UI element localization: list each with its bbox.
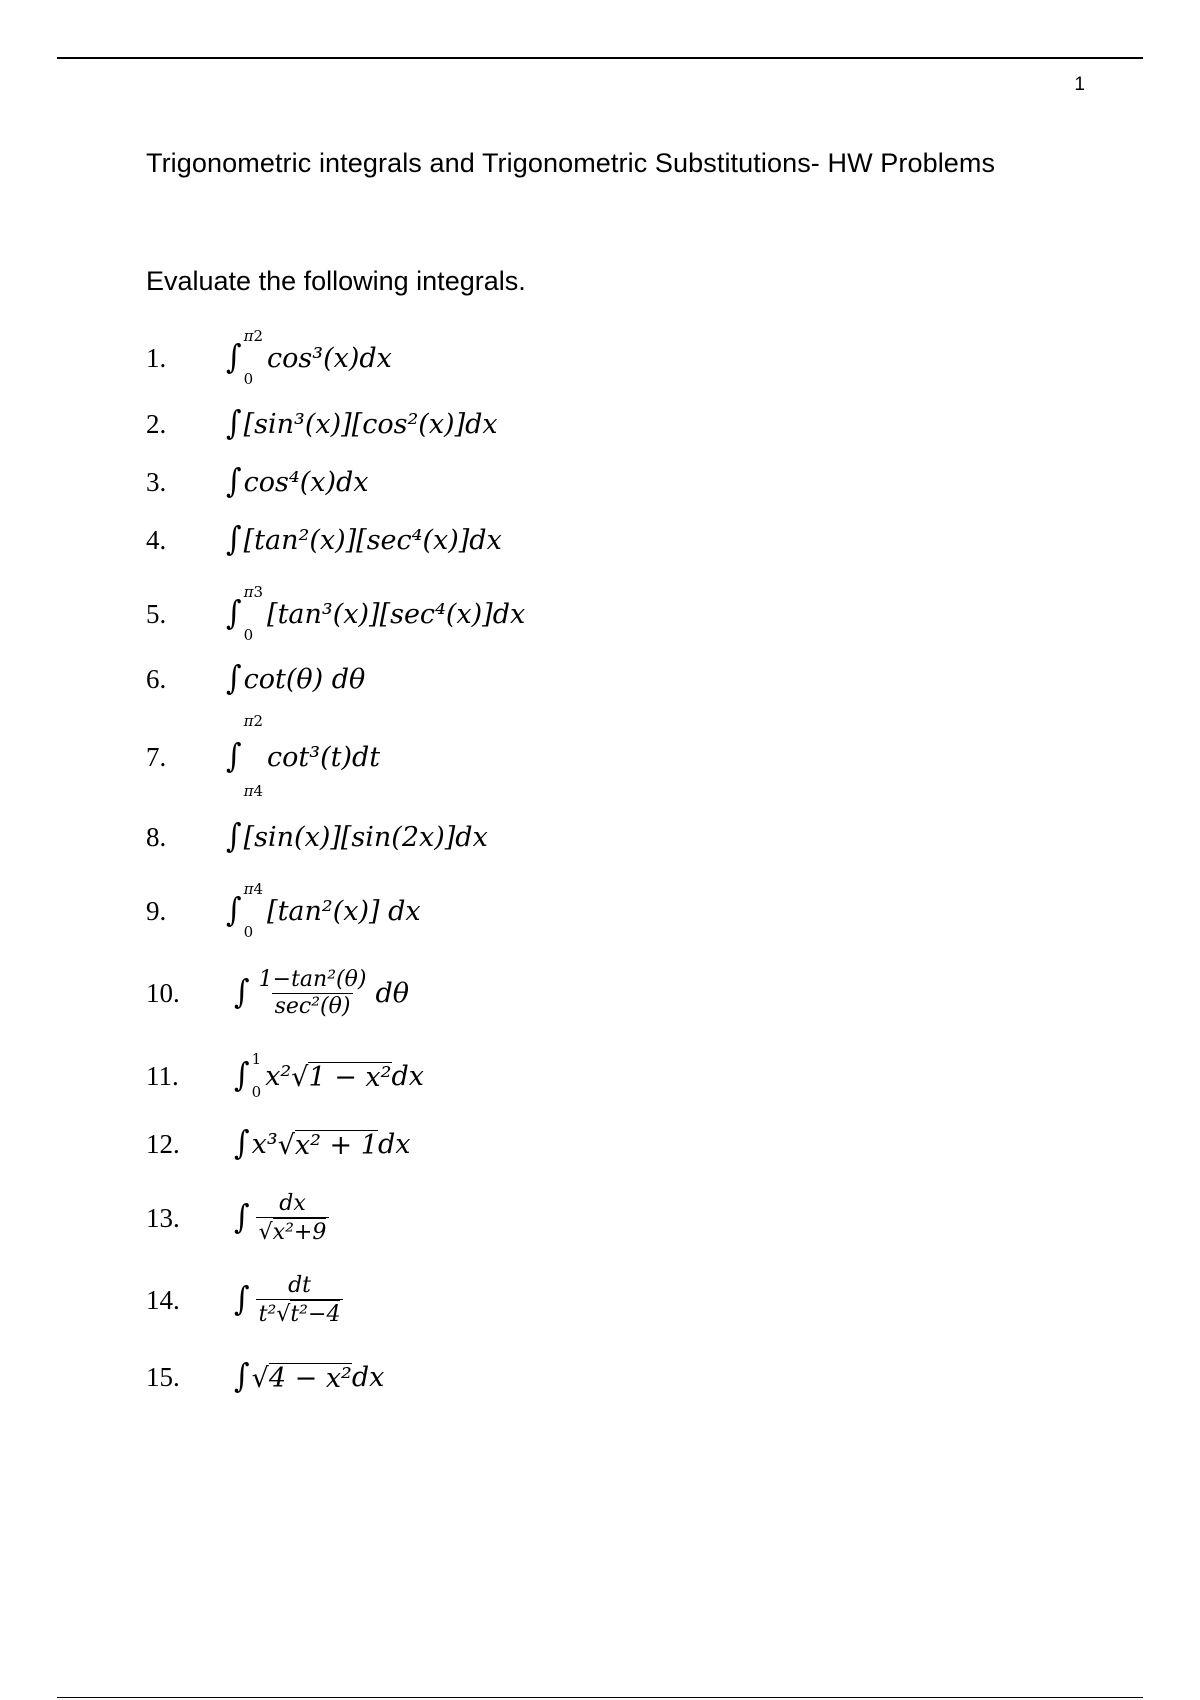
problem-number: 8.: [146, 821, 167, 852]
problem-expression: [226, 659, 366, 698]
integral-sign: ∫: [234, 1357, 250, 1396]
problem-1: [146, 327, 392, 388]
problem-number: 14.: [146, 1284, 180, 1315]
problem-expression: [226, 714, 380, 800]
header-rule: [57, 57, 1143, 59]
problem-11: [146, 1050, 425, 1101]
integral-sign: ∫: [234, 1280, 250, 1319]
numerator: dt: [288, 1273, 311, 1299]
integral-limits: π4 0: [243, 880, 264, 941]
problem-6: [146, 659, 365, 699]
problem-number: 6.: [146, 663, 167, 694]
problem-9: [146, 880, 421, 941]
integrand: [sin³(x)][cos²(x)]dx: [243, 408, 498, 440]
problem-13: [146, 1191, 335, 1245]
problem-number: 10.: [146, 977, 180, 1008]
numerator: dx: [279, 1191, 306, 1217]
problem-number: 2.: [146, 408, 167, 439]
integrand: cot³(t)dt: [267, 741, 381, 773]
problem-number: 3.: [146, 466, 167, 497]
problem-expression: [234, 967, 409, 1019]
problem-number: 7.: [146, 741, 167, 772]
integral-sign: ∫: [226, 462, 242, 501]
problem-8: [146, 817, 488, 857]
differential: dx: [377, 1128, 411, 1160]
square-root: √ 4 − x²: [251, 1362, 352, 1394]
problem-expression: [234, 1124, 411, 1163]
problem-expression: [226, 329, 392, 387]
integral-sign: ∫: [226, 520, 242, 559]
square-root: √ 1 − x²: [291, 1061, 392, 1093]
problem-number: 5.: [146, 598, 167, 629]
problem-expression: [234, 1191, 335, 1245]
integral-sign: ∫: [226, 891, 242, 930]
integrand: [tan³(x)][sec⁴(x)]dx: [267, 598, 526, 630]
problem-expression: [226, 404, 498, 443]
denominator: √ x²+9: [256, 1217, 330, 1245]
integrand: cot(θ) dθ: [243, 663, 366, 695]
problem-4: [146, 520, 502, 560]
problem-expression: [234, 1052, 424, 1100]
problem-number: 1.: [146, 342, 167, 373]
integral-sign: ∫: [234, 973, 250, 1012]
problem-12: [146, 1124, 410, 1164]
differential: dθ: [375, 977, 409, 1009]
denominator: t² √ t²−4: [256, 1299, 344, 1327]
integral-limits: 1 0: [251, 1050, 262, 1101]
integral-sign: ∫: [226, 594, 242, 633]
fraction: [256, 1273, 344, 1327]
denominator: sec²(θ): [272, 993, 354, 1019]
coefficient: x³: [251, 1128, 278, 1160]
differential: dx: [351, 1361, 385, 1393]
fraction: [256, 1191, 330, 1245]
differential: dx: [391, 1060, 425, 1092]
radicand: 4 − x²: [268, 1362, 352, 1394]
problem-10: [146, 967, 409, 1019]
problem-14: [146, 1273, 349, 1327]
problem-expression: [234, 1357, 385, 1396]
integral-sign: ∫: [234, 1198, 250, 1237]
problem-3: [146, 462, 369, 502]
document-title: Trigonometric integrals and Trigonometric Substitutions- HW Problems: [146, 148, 996, 178]
footer-rule: [57, 1697, 1143, 1698]
integrand: cos⁴(x)dx: [243, 466, 369, 498]
integral-sign: ∫: [226, 817, 242, 856]
problem-expression: [226, 520, 502, 559]
instructions: Evaluate the following integrals.: [146, 266, 526, 296]
integrand: [tan²(x)] dx: [267, 895, 421, 927]
problem-number: 13.: [146, 1202, 180, 1233]
square-root: √ x² + 1: [277, 1129, 378, 1161]
integral-sign: ∫: [226, 659, 242, 698]
radicand: 1 − x²: [308, 1061, 392, 1093]
problem-expression: [226, 585, 525, 643]
integrand: [tan²(x)][sec⁴(x)]dx: [243, 524, 502, 556]
problem-number: 4.: [146, 524, 167, 555]
problem-expression: [226, 462, 369, 501]
integral-limits: π2 0: [243, 327, 264, 388]
problem-number: 15.: [146, 1361, 180, 1392]
problem-expression: [226, 882, 421, 940]
integrand: cos³(x)dx: [267, 342, 392, 374]
integral-limits: π3 0: [243, 583, 264, 644]
integral-sign: ∫: [226, 404, 242, 443]
integrand: [sin(x)][sin(2x)]dx: [243, 821, 488, 853]
problem-2: [146, 404, 498, 444]
problem-5: [146, 583, 526, 644]
problem-15: [146, 1357, 384, 1397]
page-number: 1: [1074, 74, 1085, 95]
problem-number: 12.: [146, 1128, 180, 1159]
problem-number: 9.: [146, 895, 167, 926]
integral-sign: ∫: [234, 1124, 250, 1163]
numerator: 1−tan²(θ): [258, 967, 367, 993]
problem-expression: [234, 1273, 349, 1327]
integral-sign: ∫: [226, 737, 242, 776]
integral-sign: ∫: [234, 1056, 250, 1095]
radicand: t²−4: [290, 1301, 341, 1327]
problem-7: [146, 712, 381, 801]
integral-sign: ∫: [226, 338, 242, 377]
fraction: [256, 967, 370, 1019]
problem-expression: [226, 817, 488, 856]
problem-number: 11.: [146, 1060, 179, 1091]
coefficient: x²: [265, 1060, 292, 1092]
radicand: x² + 1: [294, 1129, 378, 1161]
integral-limits: π2 π4: [243, 712, 264, 801]
radicand: x²+9: [272, 1219, 327, 1245]
